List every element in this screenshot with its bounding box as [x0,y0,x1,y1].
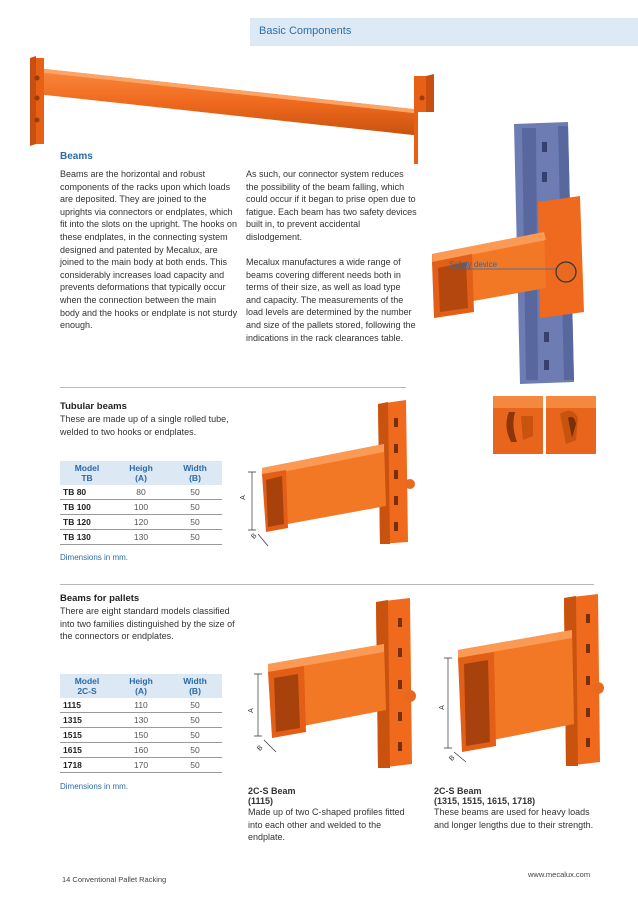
beams-title: Beams [60,151,93,162]
divider [60,387,406,388]
column-header: Heigh (A) [114,674,168,698]
table-row: 1315 130 50 [60,713,222,728]
pallets-dimension-a-right: A [438,705,446,710]
caption-1115-title: 2C-S Beam [248,786,296,796]
pallets-dimension-a-left: A [247,708,255,713]
column-header: Width (B) [168,461,222,485]
pallets-title: Beams for pallets [60,593,140,604]
caption-1115-description: Made up of two C-shaped profiles fitted into each other and welded to the endplate. [248,807,405,843]
column-header: Heigh (A) [114,461,168,485]
tubular-dimension-a: A [239,495,247,500]
tubular-dimensions-note: Dimensions in mm. [60,553,129,562]
page-number-footer: 14 Conventional Pallet Racking [62,875,167,884]
tubular-dimension-b: B [250,532,259,541]
table-row: 1115 110 50 [60,698,222,713]
upright-connection-image [418,112,610,392]
beams-column-1: Beams are the horizontal and robust components of the racks upon which loads are deposited. They are joined to the uprights via connectors or endplates, which fit into the slots on the upright. The hooks on these endplates, in the connecting system designed and patented by Mecalux, are joined to the main body at both ends. This considerably increases load capacity and prevents deformations that typically occur when the connection between the main body and the hooks or endplate is not sturdy enough. [60,169,238,331]
caption-1315-1718 [434,786,604,831]
safety-device-closeup-1 [493,396,543,454]
long-beam-image [22,48,442,166]
tubular-description: These are made up of a single rolled tube, welded to two hooks or endplates. [60,414,229,437]
divider [60,584,594,585]
safety-device-closeup-2 [546,396,596,454]
column-header: Model 2C-S [60,674,114,698]
table-row: 1718 170 50 [60,758,222,773]
beam-1315-1718-image [434,592,612,772]
caption-1115-models: (1115) [248,796,274,806]
pallets-dimensions-note: Dimensions in mm. [60,782,129,791]
section-label: Basic Components [259,25,352,37]
table-row: TB 80 80 50 [60,485,222,500]
table-row: TB 130 130 50 [60,530,222,545]
beam-1115-image [246,592,424,772]
pallets-dimension-b-right: B [448,754,457,763]
website-link[interactable]: www.mecalux.com [528,870,591,879]
table-row: TB 100 100 50 [60,500,222,515]
tubular-beam-image [238,396,428,548]
beams-column-2-p1: As such, our connector system reduces the possibility of the beam falling, which could occur if it began to prise open due to fatigue. Each beam has two safety devices built in, to prevent accidental dislodgement. [246,169,417,242]
pallets-dimensions-table [60,674,222,773]
caption-1115 [248,786,418,844]
caption-1315-1718-title: 2C-S Beam [434,786,482,796]
table-row: TB 120 120 50 [60,515,222,530]
tubular-title: Tubular beams [60,401,127,412]
section-header-band [250,18,638,46]
safety-device-label: Safety device [449,260,498,269]
tubular-dimensions-table [60,461,222,545]
caption-1315-1718-description: These beams are used for heavy loads and longer lengths due to their strength. [434,807,594,830]
column-header: Model TB [60,461,114,485]
pallets-description: There are eight standard models classified into two families distinguished by the size of the connectors or endplates. [60,606,235,642]
column-header: Width (B) [168,674,222,698]
table-row: 1515 150 50 [60,728,222,743]
table-row: 1615 160 50 [60,743,222,758]
caption-1315-1718-models: (1315, 1515, 1615, 1718) [434,796,536,806]
beams-column-2-p2: Mecalux manufactures a wide range of beams covering different needs both in terms of their size, as well as load type and capacity. The measurements of the load levels are determined by the number and size of the pallets stored, following the indications in the rack clearances table. [246,257,416,343]
pallets-dimension-b-left: B [256,744,265,753]
